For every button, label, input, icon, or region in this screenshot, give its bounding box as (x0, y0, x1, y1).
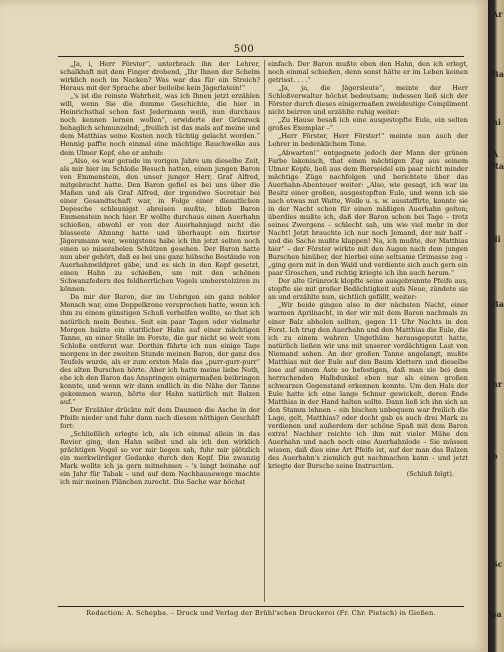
paragraph: Der Erzähler drückte mit dem Daumen die Asche in der Pfeife nieder und fuhr dann nach diesem nöthigen Geschäft fort: (60, 406, 260, 431)
paragraph: Da mir der Baron, der im Uebrigen ein ganz nobler Mensch war, eine Doppelkrone versprochen hatte, wenn ich ihm zu einem günstigen Schuß verhelfen wollte, so that ich natürlich mein Bestes. Seit ein paar Tagen oder vielmehr Morgen balzte ein stattlicher Hahn auf einer mächtigen Tanne, an einer Stelle im Forste, die gar nicht so weit vom Schloße entfernt war. Dorthin führte ich nun einige Tage morgens in der zweiten Stunde meinen Baron, der ganz des Teufels wurde, als er zum ersten Male das „purr-gurr-purr“ des alten Burschen hörte. Aber ich hatte meine liebe Noth, ehe ich den Baron das Anspringen einigermaßen beibringen konnte, und wenn wir dann endlich in die Nähe der Tanne gekommen waren, hörte der Hahn natürlich mit Balzen auf.“ (60, 293, 260, 406)
edge-fragment: Ar (492, 9, 503, 19)
edge-fragment: hr (492, 379, 503, 389)
page-number: 500 (233, 44, 255, 55)
edge-fragment: Ba (492, 69, 504, 79)
paragraph: „Wir beide gingen also in der nächsten Nacht, einer warmen Aprilnacht, in der wir mit dem Baron nachmals zu einer Balz abholen sollten, gegen 11 Uhr Nachts in den Forst. Ich trug den Auerhahn und den Matthias die Eule, die ich zu einem wahren Ungethüm herausgeputzt hatte, natürlich ließen wir uns mit unserer verdächtigen Last von Niemand sehen. An der großen Tanne angelangt, mußte Matthias mit der Eule auf den Baum klettern und dieselbe lose auf einem Aste so befestigen, daß man sie bei dem herrschenden Halbdunkel eben nur als einen großen schwarzen Gegenstand erkennen konnte. Um den Hals der Eule hatte ich eine lange Schnur gewickelt, deren Ende Matthias in der Hand halten sollte. Dann ließ ich ihn sich an den Stamm lehnen – ein bischen unbequem war freilich die Lage, gelt, Matthias? oder docht gab es auch drei Mark zu verdienen und außerdem der schöne Spaß mit dem Baron extra! Nachher reichte ich ihm mit vieler Mühe den Auerhahn und nach noch eine Auerhahnlode – Sie müssen wissen, daß dies eine Art Pfeife ist, auf der man das Balzen des Auerhahn's ziemlich gut nachmachen kann – und jetzt kriegte der Bursche seine Instruction. (268, 301, 468, 471)
paragraph: „Schließlich erlegte ich, als ich einmal allein in das Revier ging, den Hahn selbst und als ich den wirklich prächtigen Vogel so vor mir liegen sah, fuhr mir plötzlich ein merkwürdiger Gedanke durch den Kopf. Die zwanzig Mark wollte ich ja gern mitnehmen – 's langt beinahe auf ein Jahr für Tabak – und auf dem Nachhausewege machte ich mir meinen Plänchen zurecht. Die Sache war höchst (60, 430, 260, 487)
edge-fragment: Ba (492, 299, 504, 309)
edge-fragment: Ra (492, 161, 504, 171)
paragraph: einfach. Der Baron mußte eben den Hahn, den ich erlegt, noch einmal schießen, denn sonst hätte er im Leben keinen getrisst. . . .“ (268, 60, 468, 85)
paragraph: „Ja, ja, die Jägersleute“, meinte der Herr Schloßverwalter höchst bedeutsam; indessen ließ sich der Förster durch dieses einigermaßen zweideutige Compliment nicht beirren und erzählte ruhig weiter: (268, 84, 468, 117)
paragraph: Der alte Grünrock klopfte seine ausgebrannte Pfeife aus, stopfte sie mit großer Bedächtigkeit aufs Neue, zündete sie an und erzählte nun, sichtlich gefällt, weiter: (268, 277, 468, 302)
paragraph: „Abwarten!“ entgegnete jedoch der Mann der grünen Farbe lakonisch, that einen mächtigen Zug aus seinem Ulmer Kopfe, ließ aus dem Bierseidel ein paar nicht minder mächtige Züge nachfolgen und berichtete über das Auerhahn-Abenteuer weiter: „Also, wie gesagt, ich war im Besitz einer großen, ausgestopften Eule, und wenn ich sie nach etwas mit Watte, Wolle u. s. w. ausstaffirte, konnte sie in der Nacht schon für einen mäßigen Auerhahn gelten; überdies mußte ich, daß der Baron schon bei Tage – trotz seines Zwergens – schlecht sah, um wie viel mehr in der Nacht! Jetzt brauchte ich nur noch Jemand, der mir half – und die Sache mußte klappen! Na, ich mußte, der Matthias hier“ – der Förster wirkte mit den Augen nach dem jungen Burschen hinüber, der hierbei eine seltsame Grimasse zog – „ging gern mit in den Wald und verdiente sich auch gern ein paar Groschen, und richtig kriegte ich ihn auch herum.“ (268, 148, 468, 278)
paragraph: (Schluß folgt). (406, 470, 454, 479)
left-text-column (60, 60, 260, 486)
imprint-footer: Redaction: A. Schepba. – Druck und Verlag der Brühl'schen Druckerei (Fr. Chr. Pietsch) in Gießen. (86, 609, 436, 617)
footer-rule (58, 606, 464, 607)
edge-fragment: Sc (492, 559, 503, 569)
paragraph: „Zu Hause besaß ich eine ausgestopfte Eule, ein selten großes Exemplar –“ (268, 116, 468, 133)
column-divider (264, 60, 265, 602)
adjacent-page-edge (488, 0, 504, 652)
paragraph: „Ja, i, Herr Förster“, unterbrach ihn der Lehrer, schalkhaft mit dem Finger drohend, „Ihr Ihnen der Schelm wirklich noch im Nacken? Was war das für ein Streich? Heraus mit der Sprache aber beileibe kein Jägerlatein!“ (60, 60, 260, 93)
paragraph: „'s ist die reinste Wahrheit, was ich Ihnen jetzt erzählen will, wenn Sie die dumme Geschichte, die hier in Heinrichsthal schon fast Jedermann weiß, nun durchaus noch kennen lernen wollen“, erwiderte der Grünrock behaglich schmunzelnd; „freilich ist das mals auf meine und dem Matthias seine Kosten noch tüchtig gelacht worden.“ Hennig paffte noch einmal eine mächtige Rauchwolke aus dem Ulmer Kopf, ehe er anhub: (60, 92, 260, 157)
edge-fragment: A (492, 149, 499, 159)
edge-fragment: b (492, 451, 498, 461)
paragraph: „Herr Förster, Herr Förster!“ meinte nun auch der Lehrer in bedenklichem Tone. (268, 132, 468, 149)
right-text-column (268, 60, 468, 478)
edge-fragment: di (492, 234, 501, 244)
edge-fragment: hi (492, 117, 501, 127)
edge-fragment: sa (492, 609, 502, 619)
header-rule (58, 56, 464, 57)
paragraph: „Also, es war gerade im vorigen Jahre um dieselbe Zeit, als mir hier im Schloße Besuch hatten, einen jungen Baron von Emmenstein, den unser junger Herr, Graf Alfred, mitgebracht hatte. Den Baron gefiel es bei uns über die Maßen und als Graf Alfred, der irgendwo Secretair bei einer Gesandtschaft war, in Folge einer dienstlichen Depesche schleunigst abreisen mußte, blieb Baron Emmenstein noch hier. Er wollte durchaus einen Auerhahn schießen, obwohl er von der Auerhahnjagd nicht die blasseste Ahnung hatte und überhaupt ein fixirter Jägersmann war, wenigstens habe ich ihn jetzt selten noch einen so miserabelen Schützen gesehen. Der Baron hatte nun aber gehört, daß es bei uns ganz hübsche Bestände von Auerhahnwildpret gäbe, und es sich in den Kopf gesetzt, einen Hahn zu schießen, um mit den schönen Schwanzfedern des feldherrlichen Vogels umherstolziren zu können. (60, 156, 260, 294)
